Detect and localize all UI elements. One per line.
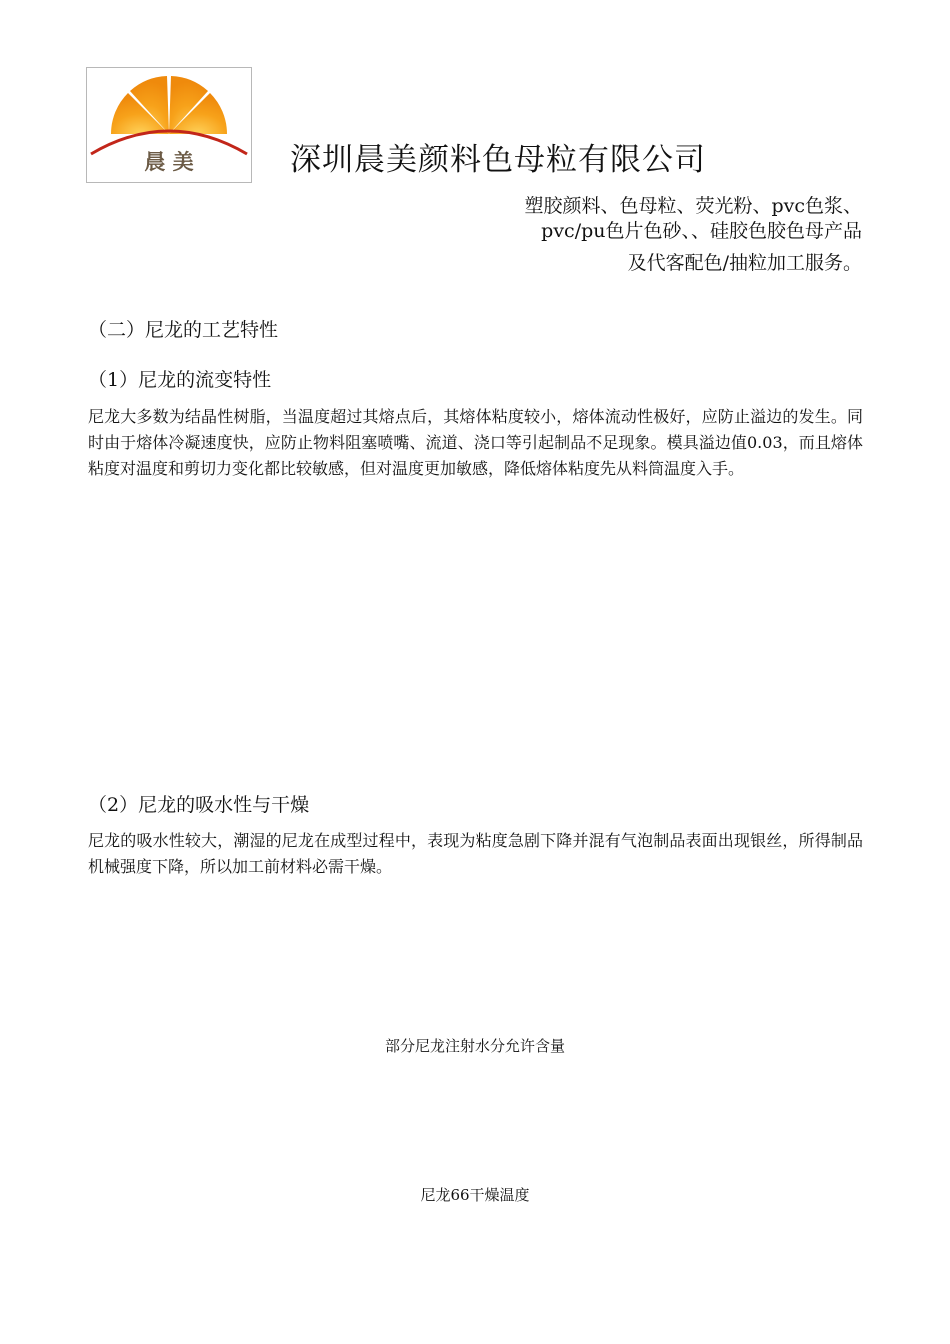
tagline-line-1: 塑胶颜料、色母粒、荧光粉、pvc色浆、: [524, 195, 862, 217]
caption-drying-temperature: 尼龙66干燥温度: [420, 1186, 530, 1204]
sun-logo-icon: [87, 68, 251, 182]
company-name: 深圳晨美颜料色母粒有限公司: [290, 142, 706, 178]
company-logo: [86, 67, 252, 183]
logo-text: 晨 美: [144, 150, 194, 174]
tagline-line-2: pvc/pu色片色砂、、硅胶色胶色母产品: [541, 220, 862, 242]
section-heading-water-absorption: （2）尼龙的吸水性与干燥: [88, 794, 310, 816]
paragraph-water-absorption: 尼龙的吸水性较大，潮湿的尼龙在成型过程中，表现为粘度急剧下降并混有气泡制品表面出现银丝，所得制品机械强度下降，所以加工前材料必需干燥。: [88, 831, 863, 876]
caption-moisture-content: 部分尼龙注射水分允许含量: [384, 1037, 565, 1055]
sun-petals: [111, 76, 227, 134]
section-heading-process-properties: （二）尼龙的工艺特性: [88, 319, 279, 341]
tagline-line-3: 及代客配色/抽粒加工服务。: [627, 252, 862, 274]
section-heading-rheology: （1）尼龙的流变特性: [88, 369, 272, 391]
paragraph-rheology: 尼龙大多数为结晶性树脂，当温度超过其熔点后，其熔体粘度较小，熔体流动性极好，应防止溢边的发生。同时由于熔体冷凝速度快，应防止物料阻塞喷嘴、流道、浇口等引起制品不足现象。模具溢边值0.03，而且熔体粘度对温度和剪切力变化都比较敏感，但对温度更加敏感，降低熔体粘度先从料筒温度入手。: [88, 407, 863, 478]
